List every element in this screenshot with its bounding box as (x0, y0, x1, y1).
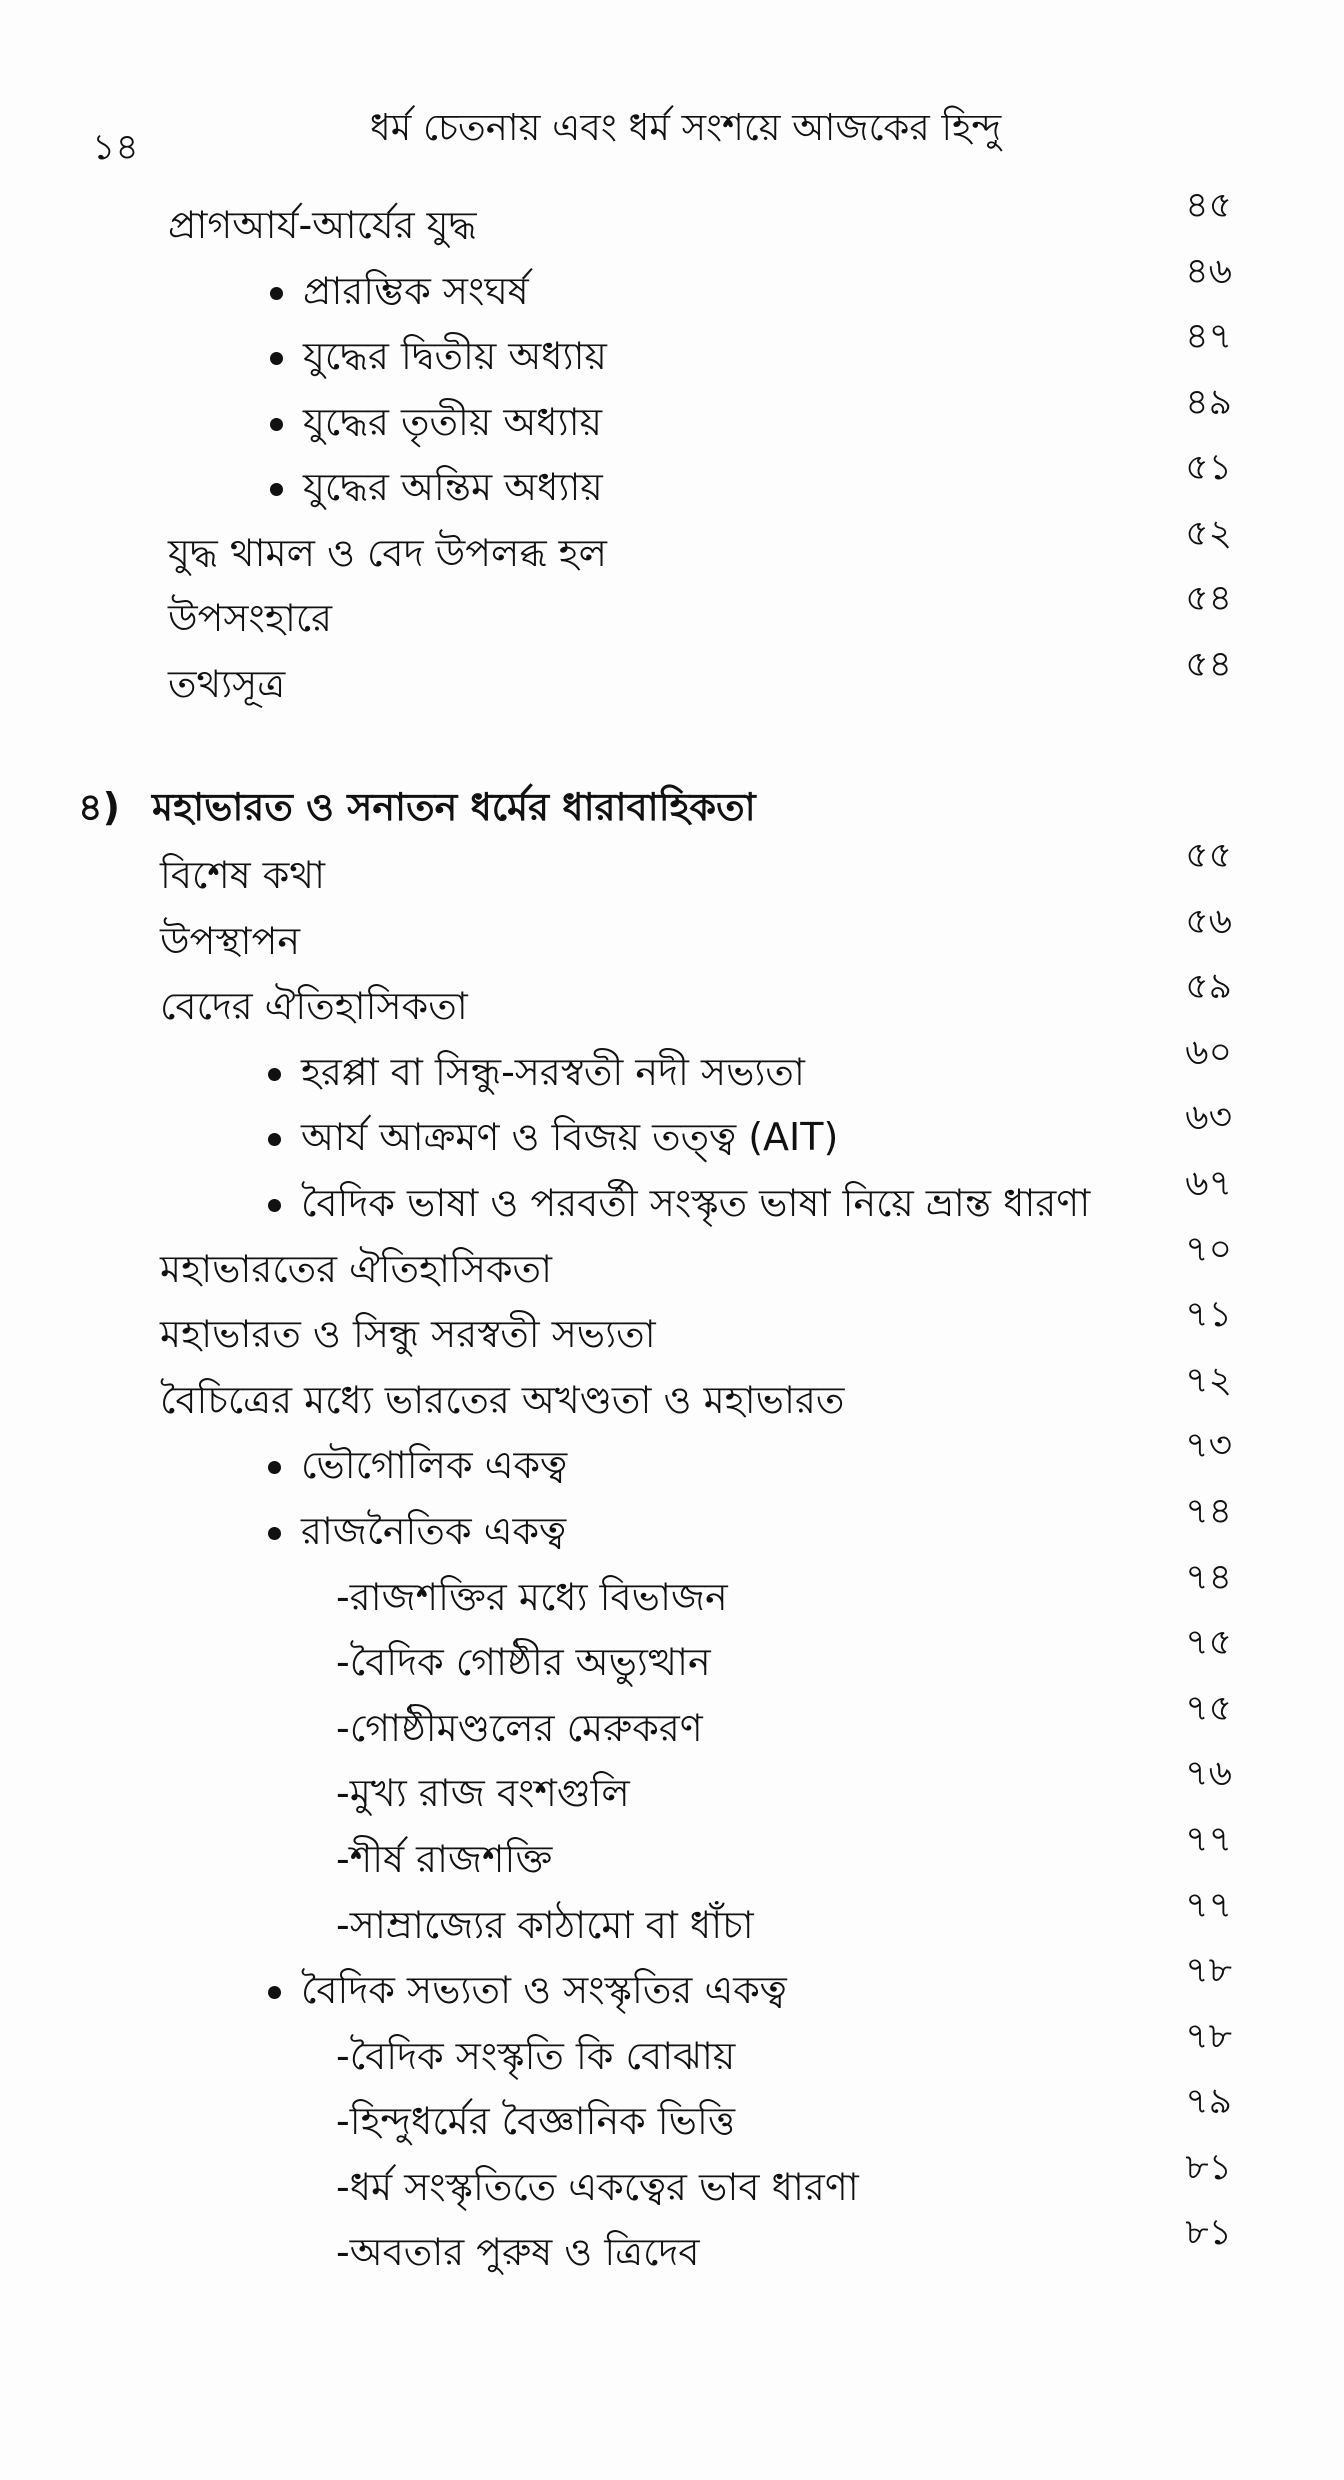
toc-entry-page-number: ৭৪ (1185, 1490, 1232, 1532)
toc-entry-title: -অবতার পুরুষ ও ত্রিদেব (336, 2230, 700, 2275)
toc-entry-page-number: ৪৬ (1185, 250, 1232, 292)
toc-entry-title: প্রাগআর্য-আর্যের যুদ্ধ (168, 203, 477, 247)
toc-entry-title: -হিন্দুধর্মের বৈজ্ঞানিক ভিত্তি (336, 2099, 736, 2144)
toc-entry-title: -রাজশক্তির মধ্যে বিভাজন (336, 1574, 728, 1619)
toc-entry-title: -শীর্ষ রাজশক্তি (336, 1836, 553, 1881)
toc-entry-page-number: ৭৫ (1185, 1687, 1232, 1729)
toc-entry-title: -বৈদিক গোষ্ঠীর অভ্যুত্থান (336, 1640, 711, 1685)
toc-entry (0, 317, 1344, 383)
toc-entry (0, 1426, 1344, 1492)
toc-entry-page-number: ৮১ (1185, 2212, 1232, 2254)
toc-entry-title: যুদ্ধের অন্তিম অধ্যায় (270, 458, 603, 522)
page-number: ১৪ (92, 127, 139, 168)
toc-entry-title: বৈদিক ভাষা ও পরবর্তী সংস্কৃত ভাষা নিয়ে ভ্রান্ত ধারণা (268, 1174, 1090, 1238)
toc-entry-page-number: ৭৩ (1185, 1425, 1232, 1467)
toc-entry-title: উপসংহারে (168, 596, 333, 640)
toc-entry-title: -সাম্রাজ্যের কাঠামো বা ধাঁচা (336, 1902, 754, 1947)
toc-entry-title: যুদ্ধ থামল ও বেদ উপলব্ধ হল (168, 530, 607, 575)
toc-entry-title: বেদের ঐতিহাসিকতা (160, 984, 468, 1029)
toc-entry (0, 2148, 1344, 2214)
toc-entry-title: যুদ্ধের দ্বিতীয় অধ্যায় (270, 327, 607, 391)
toc-entry-title: যুদ্ধের তৃতীয় অধ্যায় (270, 393, 602, 457)
toc-entry (0, 1820, 1344, 1886)
toc-entry-title: -গোষ্ঠীমণ্ডলের মেরুকরণ (336, 1705, 703, 1750)
toc-entry-page-number: ৫৬ (1185, 900, 1232, 942)
toc-section-previous-chapter (0, 186, 1344, 710)
toc-entry (0, 1492, 1344, 1558)
toc-entry-page-number: ৫৫ (1185, 835, 1232, 876)
toc-entry-title: মহাভারত ও সিন্ধু সরস্বতী সভ্যতা (160, 1312, 656, 1357)
toc-entry-page-number: ৭৫ (1185, 1622, 1232, 1664)
toc-section-chapter-4 (0, 836, 1344, 2279)
toc-entry-title: -বৈদিক সংস্কৃতি কি বোঝায় (336, 2033, 736, 2078)
toc-entry-title: হরপ্পা বা সিন্ধু-সরস্বতী নদী সভ্যতা (268, 1043, 805, 1107)
toc-entry-page-number: ৬০ (1185, 1031, 1232, 1073)
toc-entry-page-number: ৭৭ (1185, 1818, 1232, 1860)
toc-entry-page-number: ৪৫ (1185, 185, 1232, 226)
toc-entry (0, 1230, 1344, 1296)
toc-entry-page-number: ৪৭ (1185, 316, 1232, 357)
toc-entry (0, 186, 1344, 252)
toc-entry (0, 1623, 1344, 1689)
toc-entry-title: ভৌগোলিক একত্ব (268, 1436, 567, 1500)
toc-entry-title: তথ্যসূত্র (168, 661, 286, 706)
toc-entry-page-number: ৭৮ (1185, 2015, 1232, 2057)
toc-entry-page-number: ৭১ (1185, 1294, 1232, 1336)
toc-entry (0, 1754, 1344, 1820)
toc-entry (0, 1951, 1344, 2017)
toc-entry (0, 645, 1344, 711)
toc-entry-page-number: ৫৯ (1185, 966, 1232, 1008)
toc-entry (0, 1295, 1344, 1361)
toc-entry (0, 1164, 1344, 1230)
toc-entry-title: বিশেষ কথা (160, 853, 326, 897)
toc-entry-page-number: ৫১ (1185, 447, 1232, 488)
toc-entry-page-number: ৭০ (1185, 1228, 1232, 1270)
toc-entry-page-number: ৭৯ (1185, 2081, 1232, 2123)
toc-entry (0, 1361, 1344, 1427)
toc-entry (0, 2017, 1344, 2083)
toc-entry-page-number: ৬৩ (1185, 1097, 1232, 1139)
toc-entry (0, 2082, 1344, 2148)
toc-entry (0, 448, 1344, 514)
toc-entry (0, 383, 1344, 449)
toc-entry (0, 836, 1344, 902)
toc-entry (0, 967, 1344, 1033)
toc-entry-page-number: ৭৬ (1185, 1753, 1232, 1795)
toc-entry (0, 2213, 1344, 2279)
toc-entry-page-number: ৮১ (1185, 2146, 1232, 2188)
toc-entry (0, 902, 1344, 968)
running-header: ধর্ম চেতনায় এবং ধর্ম সংশয়ে আজকের হিন্দু (370, 106, 1002, 149)
chapter-heading (78, 778, 756, 842)
toc-entry-page-number: ৭৪ (1185, 1556, 1232, 1598)
toc-entry-page-number: ৫৪ (1185, 578, 1232, 619)
toc-entry (0, 1886, 1344, 1952)
toc-entry (0, 514, 1344, 580)
toc-entry-page-number: ৬৭ (1185, 1162, 1232, 1204)
toc-entry-title: বৈচিত্রের মধ্যে ভারতের অখণ্ডতা ও মহাভারত (160, 1377, 845, 1422)
toc-entry-title: উপস্থাপন (160, 918, 301, 963)
toc-entry-page-number: ৪৯ (1185, 381, 1232, 423)
toc-entry (0, 1558, 1344, 1624)
toc-entry-title: বৈদিক সভ্যতা ও সংস্কৃতির একত্ব (268, 1961, 787, 2025)
toc-entry-page-number: ৫২ (1185, 512, 1232, 554)
toc-entry-page-number: ৫৪ (1185, 643, 1232, 685)
chapter-title: মহাভারত ও সনাতন ধর্মের ধারাবাহিকতা (152, 785, 756, 829)
toc-entry-title: -মুখ্য রাজ বংশগুলি (336, 1771, 630, 1816)
chapter-number: ৪) (78, 785, 121, 829)
toc-entry-page-number: ৭২ (1185, 1359, 1232, 1401)
toc-entry (0, 1689, 1344, 1755)
toc-entry-title: -ধর্ম সংস্কৃতিতে একত্বের ভাব ধারণা (336, 2164, 859, 2209)
toc-entry (0, 1098, 1344, 1164)
toc-entry (0, 252, 1344, 318)
toc-entry-title: মহাভারতের ঐতিহাসিকতা (160, 1246, 553, 1291)
toc-entry (0, 1033, 1344, 1099)
toc-entry-title: রাজনৈতিক একত্ব (268, 1502, 566, 1566)
toc-entry-page-number: ৭৭ (1185, 1884, 1232, 1926)
toc-entry-page-number: ৭৮ (1185, 1950, 1232, 1992)
toc-entry (0, 579, 1344, 645)
toc-entry-title: আর্য আক্রমণ ও বিজয় তত্ত্ব (AIT) (268, 1108, 838, 1172)
toc-entry-title: প্রারম্ভিক সংঘর্ষ (270, 262, 529, 326)
